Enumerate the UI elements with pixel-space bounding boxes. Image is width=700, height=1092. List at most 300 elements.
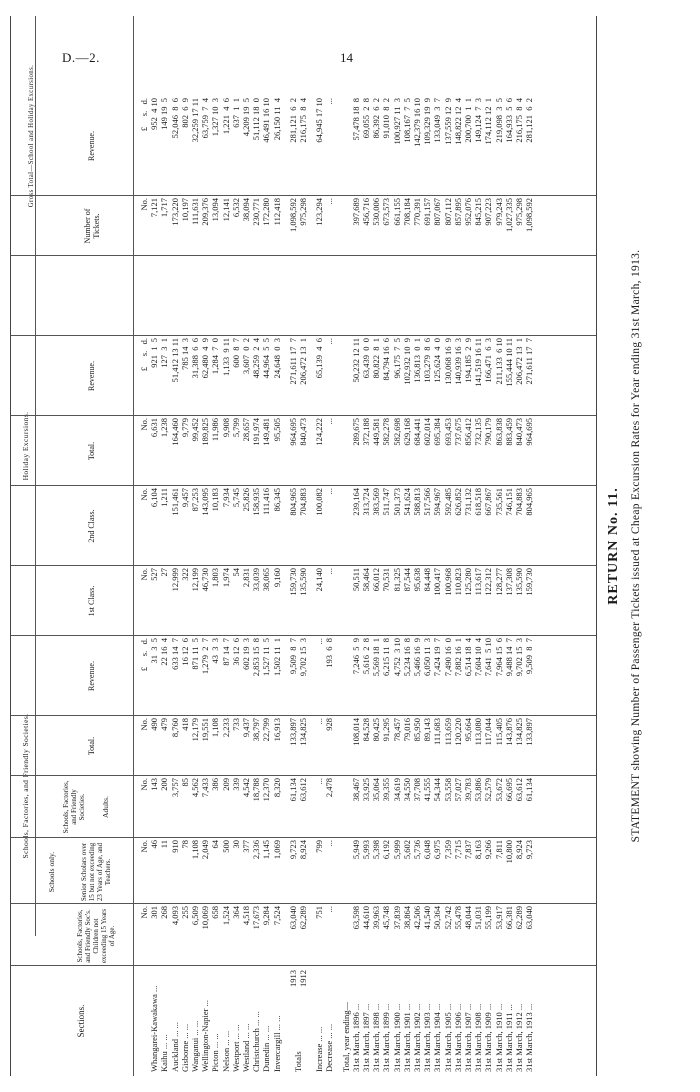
history-row-first: 70,531 bbox=[381, 568, 392, 592]
section-row-second: 151,461 bbox=[169, 488, 180, 516]
history-row-second: 517,566 bbox=[422, 488, 433, 516]
section-row-second: 87,253 bbox=[190, 488, 200, 512]
history-row-label: 31st March, 1906 ... bbox=[452, 1003, 463, 1072]
section-row-adults: 12,370 bbox=[261, 778, 272, 802]
history-row-second: 592,485 bbox=[442, 488, 453, 516]
history-row-children: 53,917 bbox=[493, 906, 504, 930]
section-row-total: 22,799 bbox=[261, 718, 272, 742]
unit-label: No. bbox=[139, 198, 149, 211]
section-row-label: Picton ... ... bbox=[210, 1033, 221, 1072]
history-row-first: 113,617 bbox=[473, 568, 484, 596]
section-row-label: Invercargill ... ... bbox=[271, 1015, 282, 1072]
history-row-second: 735,561 bbox=[493, 488, 504, 516]
section-row-tickets: 13,094 bbox=[210, 198, 221, 222]
history-row-h-revenue: 80,822 8 1 bbox=[371, 338, 382, 379]
section-row-second: 6,104 bbox=[149, 488, 160, 508]
decrease-row-h-total: ... bbox=[324, 418, 335, 425]
history-row-h-revenue: 96,175 7 5 bbox=[391, 338, 402, 379]
history-row-tickets: 708,184 bbox=[401, 198, 412, 226]
section-row-senior: 78 bbox=[179, 840, 190, 849]
section-row-second: 25,826 bbox=[241, 488, 251, 512]
section-row-label: Nelson ... ... bbox=[220, 1030, 231, 1072]
section-row-first: 33,039 bbox=[251, 568, 262, 592]
section-row-h-total: 9,779 bbox=[179, 418, 190, 438]
history-row-adults: 54,344 bbox=[432, 778, 443, 802]
history-row-first: 135,590 bbox=[514, 568, 524, 596]
history-row-children: 45,748 bbox=[381, 906, 392, 930]
increase-row-senior: 799 bbox=[314, 840, 325, 853]
section-row-tickets: 6,532 bbox=[230, 198, 241, 218]
totals-1912-row-g-revenue: 216,175 8 4 bbox=[298, 98, 308, 143]
section-row-total: 9,437 bbox=[241, 718, 251, 738]
increase-row-g-revenue: 64,945 17 10 bbox=[314, 98, 325, 143]
section-row-g-revenue: 4,209 19 5 bbox=[241, 98, 251, 137]
history-row-senior: 7,811 bbox=[493, 840, 504, 859]
section-row-label: Gisborne ... ... bbox=[179, 1023, 190, 1072]
history-row-children: 55,478 bbox=[452, 906, 463, 930]
section-row-revenue: 1,279 2 7 bbox=[200, 638, 211, 675]
section-row-g-revenue: 51,112 18 0 bbox=[251, 98, 262, 141]
section-row-senior: 910 bbox=[169, 840, 180, 853]
section-row-first: 46,730 bbox=[200, 568, 211, 592]
totals-1912-row-senior: 8,924 bbox=[298, 840, 308, 860]
section-row-revenue: 31 3 5 bbox=[149, 638, 160, 664]
totals-1912-row-h-revenue: 206,472 13 1 bbox=[298, 338, 308, 385]
section-row-adults: 8,320 bbox=[271, 778, 282, 798]
history-row-h-revenue: 211,133 6 10 bbox=[493, 338, 504, 385]
section-row-tickets: 111,631 bbox=[190, 198, 200, 225]
section-row-total: 733 bbox=[230, 718, 241, 731]
history-row-first: 87,544 bbox=[401, 568, 412, 592]
section-row-children: 17,673 bbox=[251, 906, 262, 930]
section-row-senior: 30 bbox=[230, 840, 241, 849]
history-row-second: 313,724 bbox=[361, 488, 371, 516]
increase-row-adults: ... bbox=[314, 778, 325, 785]
section-row-first: 527 bbox=[149, 568, 160, 581]
history-row-tickets: 952,076 bbox=[463, 198, 473, 226]
history-row-total: 115,405 bbox=[493, 718, 504, 746]
section-row-revenue: 2,853 15 8 bbox=[251, 638, 262, 677]
section-row-h-revenue: 3,607 0 2 bbox=[241, 338, 251, 375]
totals-1912-row-tickets: 975,298 bbox=[298, 198, 308, 226]
totals-1912-row-first: 135,590 bbox=[298, 568, 308, 596]
history-row-h-revenue: 206,472 13 1 bbox=[514, 338, 524, 385]
section-row-tickets: 1,717 bbox=[159, 198, 170, 218]
history-row-adults: 38,467 bbox=[350, 778, 361, 802]
history-row-revenue: 7,604 10 4 bbox=[473, 638, 484, 677]
history-row-first: 110,823 bbox=[452, 568, 463, 596]
section-row-second: 158,935 bbox=[251, 488, 262, 516]
history-row-total: 79,016 bbox=[401, 718, 412, 742]
history-row-tickets: 691,157 bbox=[422, 198, 433, 226]
history-row-label: 31st March, 1909 ... bbox=[483, 1003, 494, 1072]
history-row-revenue: 5,616 2 8 bbox=[361, 638, 371, 675]
history-row-adults: 37,708 bbox=[412, 778, 422, 802]
totals-1913-row-senior: 9,723 bbox=[287, 840, 298, 860]
section-row-h-total: 9,908 bbox=[220, 418, 231, 438]
excursion-table bbox=[10, 16, 597, 1076]
history-row-g-revenue: 86,392 6 2 bbox=[371, 98, 382, 139]
history-row-label: 31st March, 1900 ... bbox=[391, 1003, 402, 1072]
section-row-senior: 1,069 bbox=[271, 840, 282, 860]
totals-year-1913: 1913 bbox=[287, 970, 298, 987]
section-row-second: 86,345 bbox=[271, 488, 282, 512]
decrease-row-revenue: 193 6 8 bbox=[324, 638, 335, 668]
history-row-label: 31st March, 1901 ... bbox=[401, 1003, 412, 1072]
history-row-first: 66,012 bbox=[371, 568, 382, 592]
section-row-first: 38,065 bbox=[261, 568, 272, 592]
decrease-row-total: 928 bbox=[324, 718, 335, 731]
history-row-children: 37,839 bbox=[391, 906, 402, 930]
page-number: 14 bbox=[340, 50, 353, 65]
history-row-label: 31st March, 1904 ... bbox=[432, 1003, 443, 1072]
section-row-second: 10,183 bbox=[210, 488, 221, 512]
totals-label: Totals bbox=[292, 1051, 303, 1072]
history-row-g-revenue: 174,112 12 1 bbox=[483, 98, 494, 145]
totals-1912-row-children: 62,289 bbox=[298, 906, 308, 930]
decrease-row-adults: 2,478 bbox=[324, 778, 335, 798]
section-row-children: 268 bbox=[159, 906, 170, 919]
history-row-label: 31st March, 1911 ... bbox=[503, 1004, 514, 1072]
section-row-first: 9,160 bbox=[271, 568, 282, 588]
section-row-g-revenue: 149 19 5 bbox=[159, 98, 170, 130]
history-row-adults: 34,619 bbox=[391, 778, 402, 802]
history-row-revenue: 5,466 16 9 bbox=[412, 638, 422, 677]
history-row-h-total: 449,581 bbox=[371, 418, 382, 446]
decrease-row-senior: ... bbox=[324, 840, 335, 847]
history-row-total: 84,528 bbox=[361, 718, 371, 742]
history-row-revenue: 9,509 8 7 bbox=[524, 638, 535, 675]
section-row-revenue: 16 12 6 bbox=[179, 638, 190, 666]
history-row-senior: 8,924 bbox=[514, 840, 524, 860]
section-row-adults: 200 bbox=[159, 778, 170, 791]
section-row-h-total: 28,657 bbox=[241, 418, 251, 442]
section-row-second: 5,745 bbox=[230, 488, 241, 508]
history-row-label: 31st March, 1903 ... bbox=[422, 1003, 433, 1072]
section-row-h-total: 95,505 bbox=[271, 418, 282, 442]
section-row-total: 418 bbox=[179, 718, 190, 731]
history-row-senior: 5,993 bbox=[361, 840, 371, 860]
history-row-second: 588,813 bbox=[412, 488, 422, 516]
history-row-h-revenue: 63,439 0 0 bbox=[361, 338, 371, 379]
col-sections: Sections. bbox=[76, 1004, 86, 1038]
section-row-first: 322 bbox=[179, 568, 190, 581]
totals-1913-row-first: 159,730 bbox=[287, 568, 298, 596]
history-row-total: 134,825 bbox=[514, 718, 524, 746]
section-row-senior: 64 bbox=[210, 840, 221, 849]
history-row-second: 804,965 bbox=[524, 488, 535, 516]
history-row-first: 128,277 bbox=[493, 568, 504, 596]
totals-year-1912: 1912 bbox=[298, 970, 308, 987]
history-row-adults: 39,355 bbox=[381, 778, 392, 802]
history-row-second: 383,569 bbox=[371, 488, 382, 516]
history-row-second: 626,852 bbox=[452, 488, 463, 516]
history-row-label: 31st March, 1905 ... bbox=[442, 1003, 453, 1072]
section-row-label: Westland ... ... bbox=[241, 1023, 251, 1072]
history-row-h-revenue: 141,519 16 11 bbox=[473, 338, 484, 387]
history-row-h-total: 790,179 bbox=[483, 418, 494, 446]
header-rule bbox=[133, 16, 134, 1076]
history-row-total: 143,876 bbox=[503, 718, 514, 746]
history-row-h-total: 732,135 bbox=[473, 418, 484, 446]
section-row-revenue: 633 14 7 bbox=[169, 638, 180, 670]
section-row-adults: 209 bbox=[220, 778, 231, 791]
section-row-senior: 1,108 bbox=[190, 840, 200, 860]
section-row-first: 54 bbox=[230, 568, 241, 577]
history-row-total: 113,080 bbox=[473, 718, 484, 746]
history-row-revenue: 6,050 11 3 bbox=[422, 638, 433, 676]
decrease-row-second: ... bbox=[324, 488, 335, 495]
history-row-children: 63,598 bbox=[350, 906, 361, 930]
section-row-revenue: 1,527 11 5 bbox=[261, 638, 272, 676]
history-row-g-revenue: 149,124 7 3 bbox=[473, 98, 484, 143]
col-tickets: Number of Tickets. bbox=[83, 208, 101, 244]
history-row-tickets: 456,716 bbox=[361, 198, 371, 226]
section-row-h-revenue: 921 1 5 bbox=[149, 338, 160, 368]
history-row-label: 31st March, 1899 ... bbox=[381, 1003, 392, 1072]
decrease-row-label: Decrease ... ... bbox=[324, 1023, 335, 1072]
section-row-total: 2,233 bbox=[220, 718, 231, 738]
history-row-revenue: 6,215 11 8 bbox=[381, 638, 392, 676]
history-row-total: 95,664 bbox=[463, 718, 473, 742]
history-row-tickets: 770,391 bbox=[412, 198, 422, 226]
history-row-h-total: 695,384 bbox=[432, 418, 443, 446]
increase-row-tickets: 123,294 bbox=[314, 198, 325, 226]
history-row-label: 31st March, 1910 ... bbox=[493, 1003, 504, 1072]
unit-label: No. bbox=[139, 418, 149, 431]
history-row-tickets: 975,298 bbox=[514, 198, 524, 226]
history-row-h-total: 372,188 bbox=[361, 418, 371, 446]
history-row-revenue: 9,702 15 3 bbox=[514, 638, 524, 677]
history-row-total: 111,683 bbox=[432, 718, 443, 745]
section-row-children: 10,069 bbox=[200, 906, 211, 930]
increase-row-first: 24,140 bbox=[314, 568, 325, 592]
col-total: Total. bbox=[87, 736, 96, 756]
history-row-children: 39,963 bbox=[371, 906, 382, 930]
section-row-senior: 11 bbox=[159, 840, 170, 849]
section-row-senior: 2,336 bbox=[251, 840, 262, 860]
section-row-total: 490 bbox=[149, 718, 160, 731]
history-row-g-revenue: 216,175 8 4 bbox=[514, 98, 524, 143]
history-row-revenue: 7,882 16 1 bbox=[452, 638, 463, 677]
section-row-children: 6,509 bbox=[190, 906, 200, 926]
section-row-revenue: 36 12 6 bbox=[230, 638, 241, 666]
section-row-h-total: 189,825 bbox=[200, 418, 211, 446]
unit-label: No. bbox=[139, 840, 149, 853]
history-row-adults: 66,695 bbox=[503, 778, 514, 802]
section-row-second: 1,211 bbox=[159, 488, 170, 507]
history-row-revenue: 5,569 18 1 bbox=[371, 638, 382, 677]
history-row-senior: 6,975 bbox=[432, 840, 443, 860]
history-row-h-total: 684,441 bbox=[412, 418, 422, 446]
history-row-senior: 7,837 bbox=[463, 840, 473, 860]
section-row-label: Dunedin ... ... bbox=[261, 1025, 272, 1072]
history-row-h-revenue: 102,932 10 9 bbox=[401, 338, 412, 385]
section-row-label: Auckland ... ... bbox=[169, 1021, 180, 1072]
section-row-adults: 18,788 bbox=[251, 778, 262, 802]
section-row-g-revenue: 1,327 10 3 bbox=[210, 98, 221, 137]
history-row-label: 31st March, 1897 ... bbox=[361, 1003, 371, 1072]
history-row-label: 31st March, 1908 ... bbox=[473, 1003, 484, 1072]
history-row-first: 95,638 bbox=[412, 568, 422, 592]
history-row-tickets: 857,895 bbox=[452, 198, 463, 226]
col-second-class: 2nd Class. bbox=[87, 509, 96, 543]
section-row-revenue: 43 3 3 bbox=[210, 638, 221, 664]
history-row-g-revenue: 148,822 12 4 bbox=[452, 98, 463, 145]
history-row-children: 38,864 bbox=[401, 906, 412, 930]
section-row-adults: 339 bbox=[230, 778, 241, 791]
history-row-adults: 53,672 bbox=[493, 778, 504, 802]
increase-row-second: 100,082 bbox=[314, 488, 325, 516]
section-row-adults: 85 bbox=[179, 778, 190, 787]
unit-label: £ s. d. bbox=[139, 98, 149, 132]
section-row-total: 1,108 bbox=[210, 718, 221, 738]
history-row-senior: 5,949 bbox=[350, 840, 361, 860]
history-row-first: 81,325 bbox=[391, 568, 402, 592]
history-row-tickets: 661,155 bbox=[391, 198, 402, 226]
history-row-second: 594,967 bbox=[432, 488, 443, 516]
history-row-senior: 9,266 bbox=[483, 840, 494, 860]
totals-1912-row-h-total: 840,473 bbox=[298, 418, 308, 446]
history-row-h-total: 737,675 bbox=[452, 418, 463, 446]
increase-row-revenue: ... bbox=[314, 638, 325, 645]
history-row-label: 31st March, 1912 ... bbox=[514, 1003, 524, 1072]
history-row-senior: 9,723 bbox=[524, 840, 535, 860]
history-row-h-revenue: 125,624 4 0 bbox=[432, 338, 443, 383]
history-row-children: 44,610 bbox=[361, 906, 371, 930]
totals-1913-row-g-revenue: 281,121 6 2 bbox=[287, 98, 298, 143]
history-row-g-revenue: 133,049 3 7 bbox=[432, 98, 443, 143]
section-row-g-revenue: 63,759 7 4 bbox=[200, 98, 211, 139]
history-row-children: 50,364 bbox=[432, 906, 443, 930]
section-row-g-revenue: 802 6 9 bbox=[179, 98, 190, 128]
decrease-row-first: ... bbox=[324, 568, 335, 575]
section-row-tickets: 230,771 bbox=[251, 198, 262, 226]
history-row-children: 63,040 bbox=[524, 906, 535, 930]
history-row-children: 66,381 bbox=[503, 906, 514, 930]
history-row-h-revenue: 155,444 10 11 bbox=[503, 338, 514, 387]
section-row-tickets: 7,121 bbox=[149, 198, 160, 218]
section-row-h-revenue: 24,648 0 3 bbox=[271, 338, 282, 379]
section-row-adults: 386 bbox=[210, 778, 221, 791]
section-row-second: 9,457 bbox=[179, 488, 190, 508]
section-row-h-revenue: 51,412 13 11 bbox=[169, 338, 180, 383]
history-row-label: 31st March, 1907 ... bbox=[463, 1003, 473, 1072]
unit-label: No. bbox=[139, 488, 149, 501]
section-row-h-total: 164,460 bbox=[169, 418, 180, 446]
history-row-h-revenue: 84,794 16 6 bbox=[381, 338, 392, 381]
section-row-children: 4,518 bbox=[241, 906, 251, 926]
rule bbox=[11, 335, 596, 336]
history-row-children: 55,199 bbox=[483, 906, 494, 930]
section-row-h-total: 191,974 bbox=[251, 418, 262, 446]
section-row-revenue: 1,502 11 1 bbox=[271, 638, 282, 676]
section-row-second: 7,934 bbox=[220, 488, 231, 508]
section-row-children: 7,524 bbox=[271, 906, 282, 926]
history-row-h-revenue: 136,813 0 1 bbox=[412, 338, 422, 383]
section-row-first: 1,803 bbox=[210, 568, 221, 588]
section-row-adults: 4,562 bbox=[190, 778, 200, 798]
unit-label: No. bbox=[139, 778, 149, 791]
section-row-senior: 377 bbox=[241, 840, 251, 853]
totals-1913-row-h-revenue: 271,611 17 7 bbox=[287, 338, 298, 385]
col-adults-group: Schools, Factories, and Friendly Societies. bbox=[62, 780, 86, 834]
history-row-tickets: 979,243 bbox=[493, 198, 504, 226]
history-row-g-revenue: 142,379 16 10 bbox=[412, 98, 422, 147]
history-row-children: 51,031 bbox=[473, 906, 484, 930]
section-row-total: 8,760 bbox=[169, 718, 180, 738]
section-row-first: 12,199 bbox=[190, 568, 200, 592]
history-row-second: 704,883 bbox=[514, 488, 524, 516]
unit-label: No. bbox=[139, 906, 149, 919]
totals-1913-row-revenue: 9,509 8 7 bbox=[287, 638, 298, 675]
increase-row-total: ... bbox=[314, 718, 325, 725]
history-row-senior: 10,800 bbox=[503, 840, 514, 864]
section-row-first: 1,974 bbox=[220, 568, 231, 588]
history-row-label: 31st March, 1898 ... bbox=[371, 1003, 382, 1072]
history-row-revenue: 4,752 3 10 bbox=[391, 638, 402, 677]
section-row-first: 27 bbox=[159, 568, 170, 577]
section-row-h-revenue: 127 3 1 bbox=[159, 338, 170, 368]
history-row-g-revenue: 200,700 1 1 bbox=[463, 98, 473, 143]
history-row-h-revenue: 166,471 6 3 bbox=[483, 338, 494, 383]
history-row-label: 31st March, 1902 ... bbox=[412, 1003, 422, 1072]
section-row-total: 19,551 bbox=[200, 718, 211, 742]
history-row-first: 100,417 bbox=[432, 568, 443, 596]
return-title: RETURN No. 11. bbox=[606, 487, 621, 605]
history-row-adults: 53,558 bbox=[442, 778, 453, 802]
section-row-second: 111,416 bbox=[261, 488, 272, 515]
history-row-tickets: 673,573 bbox=[381, 198, 392, 226]
section-row-adults: 7,433 bbox=[200, 778, 211, 798]
history-row-tickets: 397,689 bbox=[350, 198, 361, 226]
history-row-adults: 34,550 bbox=[401, 778, 412, 802]
section-row-first: 2,831 bbox=[241, 568, 251, 588]
history-row-h-revenue: 140,939 16 3 bbox=[452, 338, 463, 385]
history-row-adults: 52,579 bbox=[483, 778, 494, 802]
history-row-second: 511,747 bbox=[381, 488, 392, 516]
section-row-h-revenue: 1,133 9 11 bbox=[220, 338, 231, 376]
totals-1913-row-children: 63,040 bbox=[287, 906, 298, 930]
col-adults: Adults. bbox=[101, 796, 110, 818]
decrease-row-tickets: ... bbox=[324, 198, 335, 205]
increase-row-children: 751 bbox=[314, 906, 325, 919]
history-row-first: 137,308 bbox=[503, 568, 514, 596]
history-row-first: 159,730 bbox=[524, 568, 535, 596]
section-row-children: 4,093 bbox=[169, 906, 180, 926]
history-row-g-revenue: 91,010 8 2 bbox=[381, 98, 392, 139]
decrease-row-g-revenue: ... bbox=[324, 98, 335, 105]
history-row-tickets: 807,067 bbox=[432, 198, 443, 226]
totals-1913-row-second: 804,965 bbox=[287, 488, 298, 516]
history-row-total: 78,457 bbox=[391, 718, 402, 742]
document-code: D.—2. bbox=[62, 50, 100, 65]
history-row-second: 501,373 bbox=[391, 488, 402, 516]
col-schools-only: Schools only. bbox=[47, 851, 56, 893]
section-row-g-revenue: 637 1 1 bbox=[230, 98, 241, 128]
history-row-second: 541,624 bbox=[401, 488, 412, 516]
section-row-g-revenue: 52,046 8 6 bbox=[169, 98, 180, 139]
section-row-g-revenue: 952 4 10 bbox=[149, 98, 160, 130]
group-holiday: Holiday Excursions. bbox=[21, 411, 30, 481]
history-row-senior: 6,192 bbox=[381, 840, 392, 860]
section-row-second: 143,095 bbox=[200, 488, 211, 516]
history-row-adults: 63,612 bbox=[514, 778, 524, 802]
section-row-g-revenue: 26,150 11 4 bbox=[271, 98, 282, 141]
section-row-adults: 4,542 bbox=[241, 778, 251, 798]
history-row-g-revenue: 108,167 7 5 bbox=[401, 98, 412, 143]
history-row-g-revenue: 100,927 11 3 bbox=[391, 98, 402, 145]
